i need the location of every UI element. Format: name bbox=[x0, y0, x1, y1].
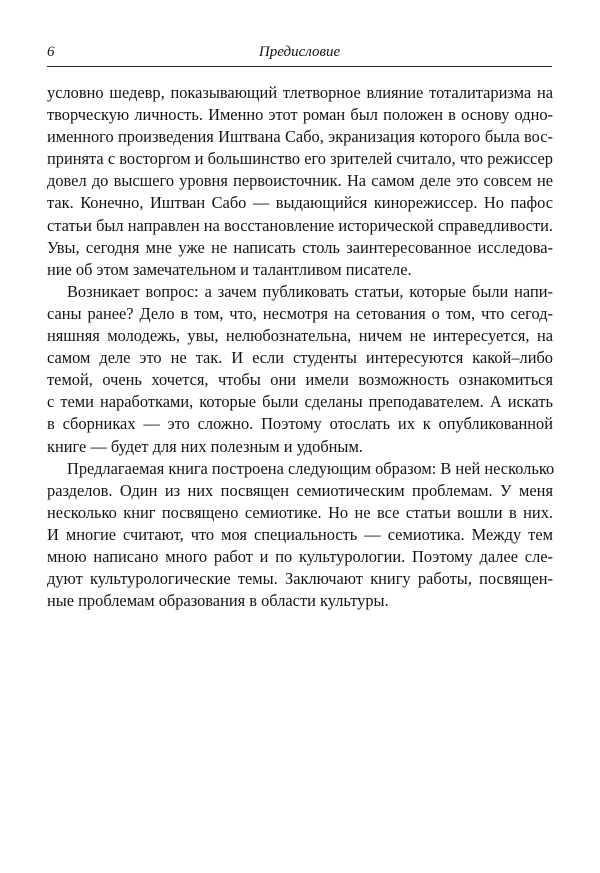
text-line: няшняя молодежь, увы, нелюбознательна, ничем не интересуется, на bbox=[47, 326, 553, 346]
text-line: дуют культурологические темы. Заключают книгу работы, посвящен- bbox=[47, 569, 553, 589]
paragraph bbox=[47, 281, 553, 458]
text-line: книге — будет для них полезным и удобным. bbox=[47, 436, 363, 456]
text-line: Предлагаемая книга построена следующим образом: В ней несколько bbox=[67, 458, 555, 478]
page-header bbox=[47, 42, 552, 64]
text-line: творческую личность. Именно этот роман был положен в основу одно- bbox=[47, 105, 553, 125]
text-line: с теми наработками, которые были сделаны преподавателем. А искать bbox=[47, 392, 553, 412]
text-line: ние об этом замечательном и талантливом писателе. bbox=[47, 259, 412, 279]
text-line: саны ранее? Дело в том, что, несмотря на сетования о том, что сегод- bbox=[47, 303, 553, 323]
text-line: так. Конечно, Иштван Сабо — выдающийся кинорежиссер. Но пафос bbox=[47, 193, 553, 213]
page-number: 6 bbox=[47, 44, 55, 60]
text-line: разделов. Один из них посвящен семиотическим проблемам. У меня bbox=[47, 480, 553, 500]
text-line: Возникает вопрос: а зачем публиковать статьи, которые были напи- bbox=[67, 281, 553, 301]
text-line: темой, очень хочется, чтобы они имели возможность ознакомиться bbox=[47, 370, 553, 390]
header-rule bbox=[47, 66, 552, 67]
paragraph bbox=[47, 458, 553, 613]
text-line: в сборниках — это сложно. Поэтому отослать их к опубликованной bbox=[47, 414, 553, 434]
text-line: Увы, сегодня мне уже не написать столь заинтересованное исследова- bbox=[47, 237, 553, 257]
text-line: И многие считают, что моя специальность — семиотика. Между тем bbox=[47, 524, 553, 544]
text-line: ные проблемам образования в области культуры. bbox=[47, 591, 389, 611]
text-line: мною написано много работ и по культурологии. Поэтому далее сле- bbox=[47, 546, 553, 566]
text-line: именного произведения Иштвана Сабо, экранизация которого была вос- bbox=[47, 127, 553, 147]
text-line: несколько книг посвящено семиотике. Но не все статьи вошли в них. bbox=[47, 502, 553, 522]
paragraph bbox=[47, 82, 553, 281]
text-line: довел до высшего уровня первоисточник. На самом деле это совсем не bbox=[47, 171, 553, 191]
text-line: принята с восторгом и большинство его зрителей считало, что режиссер bbox=[47, 149, 553, 169]
text-line: условно шедевр, показывающий тлетворное влияние тоталитаризма на bbox=[47, 83, 553, 102]
text-line: самом деле это не так. И если студенты интересуются какой–либо bbox=[47, 348, 553, 368]
text-line: статьи был направлен на восстановление исторической справедливости. bbox=[47, 215, 553, 235]
body-text bbox=[47, 82, 553, 612]
running-title: Предисловие bbox=[258, 44, 341, 60]
